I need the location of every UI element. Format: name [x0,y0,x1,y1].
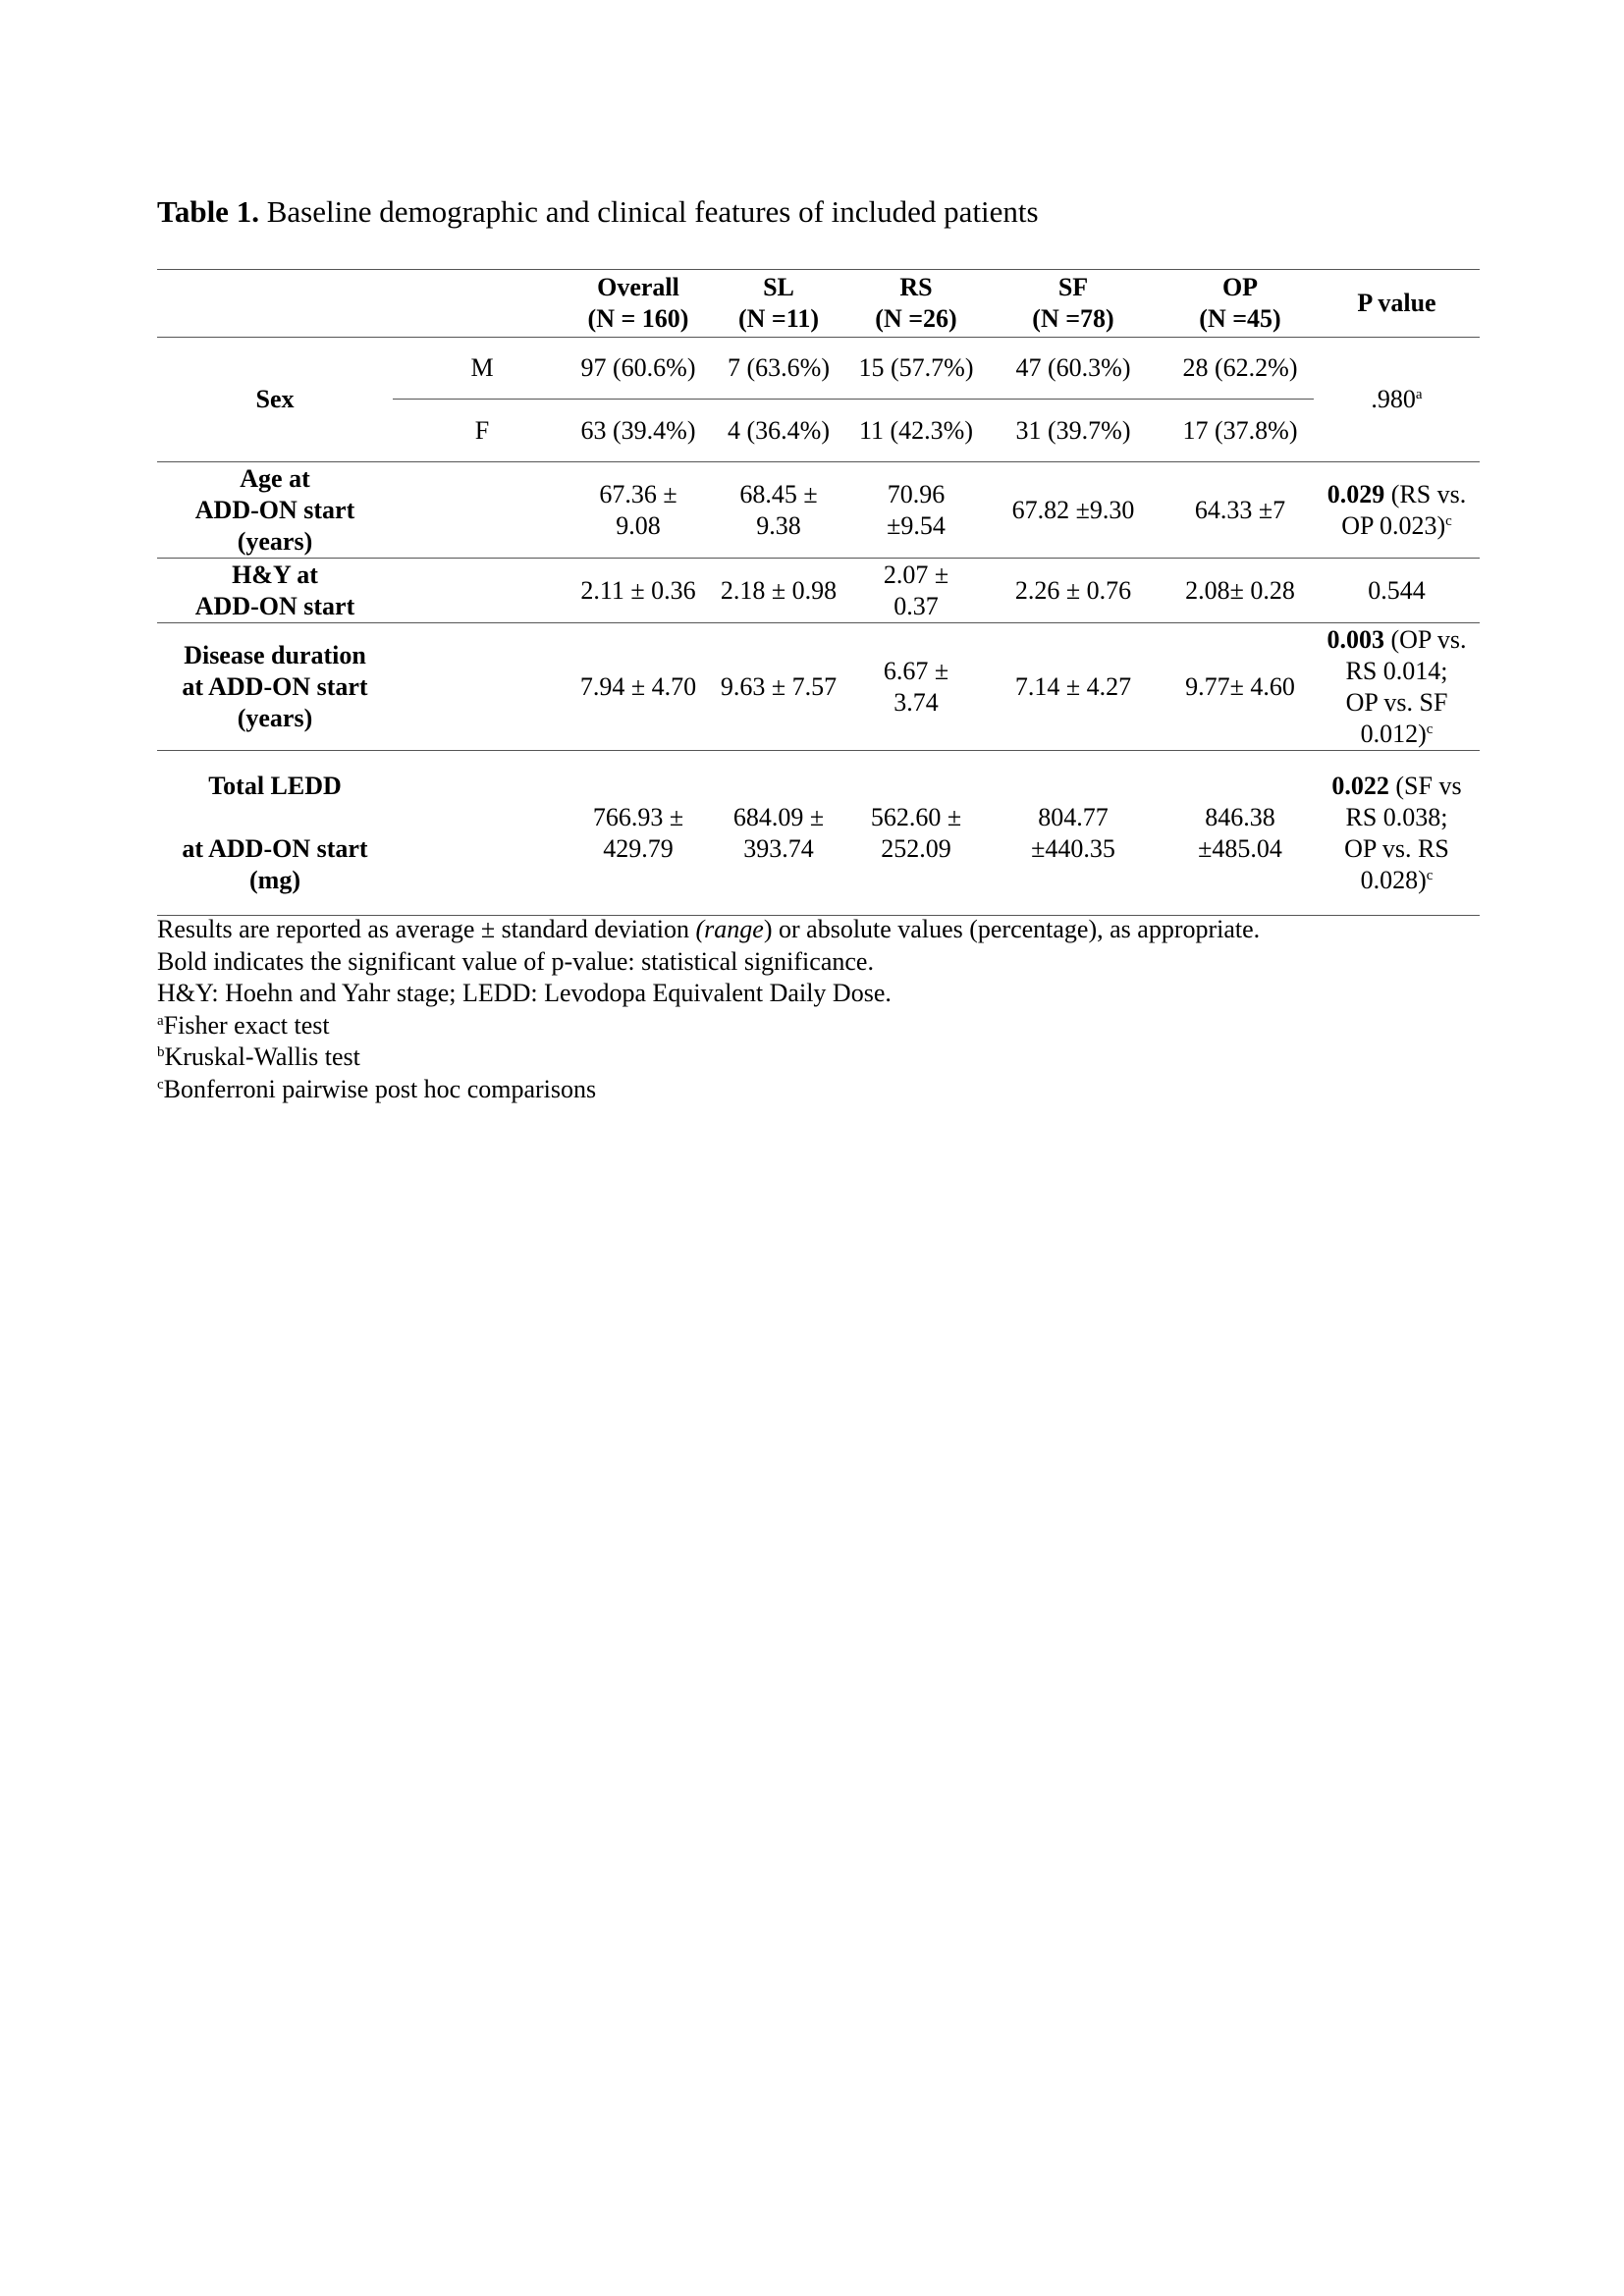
table-caption-text: Baseline demographic and clinical features of included patients [258,194,1039,229]
table-caption [157,194,1039,230]
row-label-age: Age at ADD-ON start (years) [157,462,393,559]
hy-rs: 2.07 ± 0.37 [852,559,980,623]
duration-op: 9.77± 4.60 [1166,623,1314,751]
age-rs: 70.96 ±9.54 [852,462,980,559]
ledd-sl: 684.09 ± 393.74 [705,751,852,916]
duration-sl: 9.63 ± 7.57 [705,623,852,751]
age-sl: 68.45 ± 9.38 [705,462,852,559]
duration-rs: 6.67 ± 3.74 [852,623,980,751]
row-label-hy: H&Y at ADD-ON start [157,559,393,623]
sex-m-sf: 47 (60.3%) [980,338,1166,400]
footnote-b: $^b$Kruskal-Wallis test [157,1042,360,1071]
col-header-overall: Overall (N = 160) [571,270,705,338]
duration-pvalue: 0.003 (OP vs. RS 0.014; OP vs. SF 0.012)$^c$ [1314,623,1480,751]
table-row-duration [157,623,1480,751]
sex-f-op: 17 (37.8%) [1166,400,1314,462]
note-abbreviations: H&Y: Hoehn and Yahr stage; LEDD: Levodopa Equivalent Daily Dose. [157,979,892,1007]
row-label-duration: Disease duration at ADD-ON start (years) [157,623,393,751]
col-header-pvalue: P value [1314,270,1480,338]
sex-m-op: 28 (62.2%) [1166,338,1314,400]
row-label-sex: Sex [157,338,393,462]
table-row-hy [157,559,1480,623]
sex-f-overall: 63 (39.4%) [571,400,705,462]
table-caption-label: Table 1. [157,194,259,229]
col-header-rs: RS (N =26) [852,270,980,338]
row-label-ledd: Total LEDD at ADD-ON start (mg) [157,751,393,916]
duration-overall: 7.94 ± 4.70 [571,623,705,751]
col-header-op: OP (N =45) [1166,270,1314,338]
footnote-c: $^c$Bonferroni pairwise post hoc comparisons [157,1074,597,1103]
sex-m-label: M [393,338,571,400]
sex-f-sf: 31 (39.7%) [980,400,1166,462]
ledd-overall: 766.93 ± 429.79 [571,751,705,916]
table-header-row [157,270,1480,338]
age-pvalue: 0.029 (RS vs. OP 0.023)$^c$ [1314,462,1480,559]
baseline-table [157,269,1480,916]
hy-pvalue: 0.544 [1314,559,1480,623]
sex-f-sl: 4 (36.4%) [705,400,852,462]
table-row-ledd [157,751,1480,916]
sex-pvalue: .980$^a$ [1314,338,1480,462]
duration-sf: 7.14 ± 4.27 [980,623,1166,751]
hy-op: 2.08± 0.28 [1166,559,1314,623]
note-results: Results are reported as average ± standard deviation (range) or absolute values (percentage), as appropriate. [157,915,1261,943]
ledd-rs: 562.60 ± 252.09 [852,751,980,916]
note-bold: Bold indicates the significant value of p-value: statistical significance. [157,946,874,976]
col-header-sl: SL (N =11) [705,270,852,338]
age-overall: 67.36 ± 9.08 [571,462,705,559]
footnote-a: $^a$Fisher exact test [157,1010,330,1040]
sex-m-rs: 15 (57.7%) [852,338,980,400]
hy-overall: 2.11 ± 0.36 [571,559,705,623]
ledd-op: 846.38 ±485.04 [1166,751,1314,916]
col-header-sf: SF (N =78) [980,270,1166,338]
sex-f-label: F [393,400,571,462]
age-op: 64.33 ±7 [1166,462,1314,559]
sex-f-rs: 11 (42.3%) [852,400,980,462]
hy-sl: 2.18 ± 0.98 [705,559,852,623]
ledd-pvalue: 0.022 (SF vs RS 0.038; OP vs. RS 0.028)$^c$ [1314,751,1480,916]
table-row-sex-m [157,338,1480,400]
table-notes [157,914,1260,1105]
sex-m-overall: 97 (60.6%) [571,338,705,400]
ledd-sf: 804.77 ±440.35 [980,751,1166,916]
hy-sf: 2.26 ± 0.76 [980,559,1166,623]
sex-m-sl: 7 (63.6%) [705,338,852,400]
age-sf: 67.82 ±9.30 [980,462,1166,559]
table-row-age [157,462,1480,559]
